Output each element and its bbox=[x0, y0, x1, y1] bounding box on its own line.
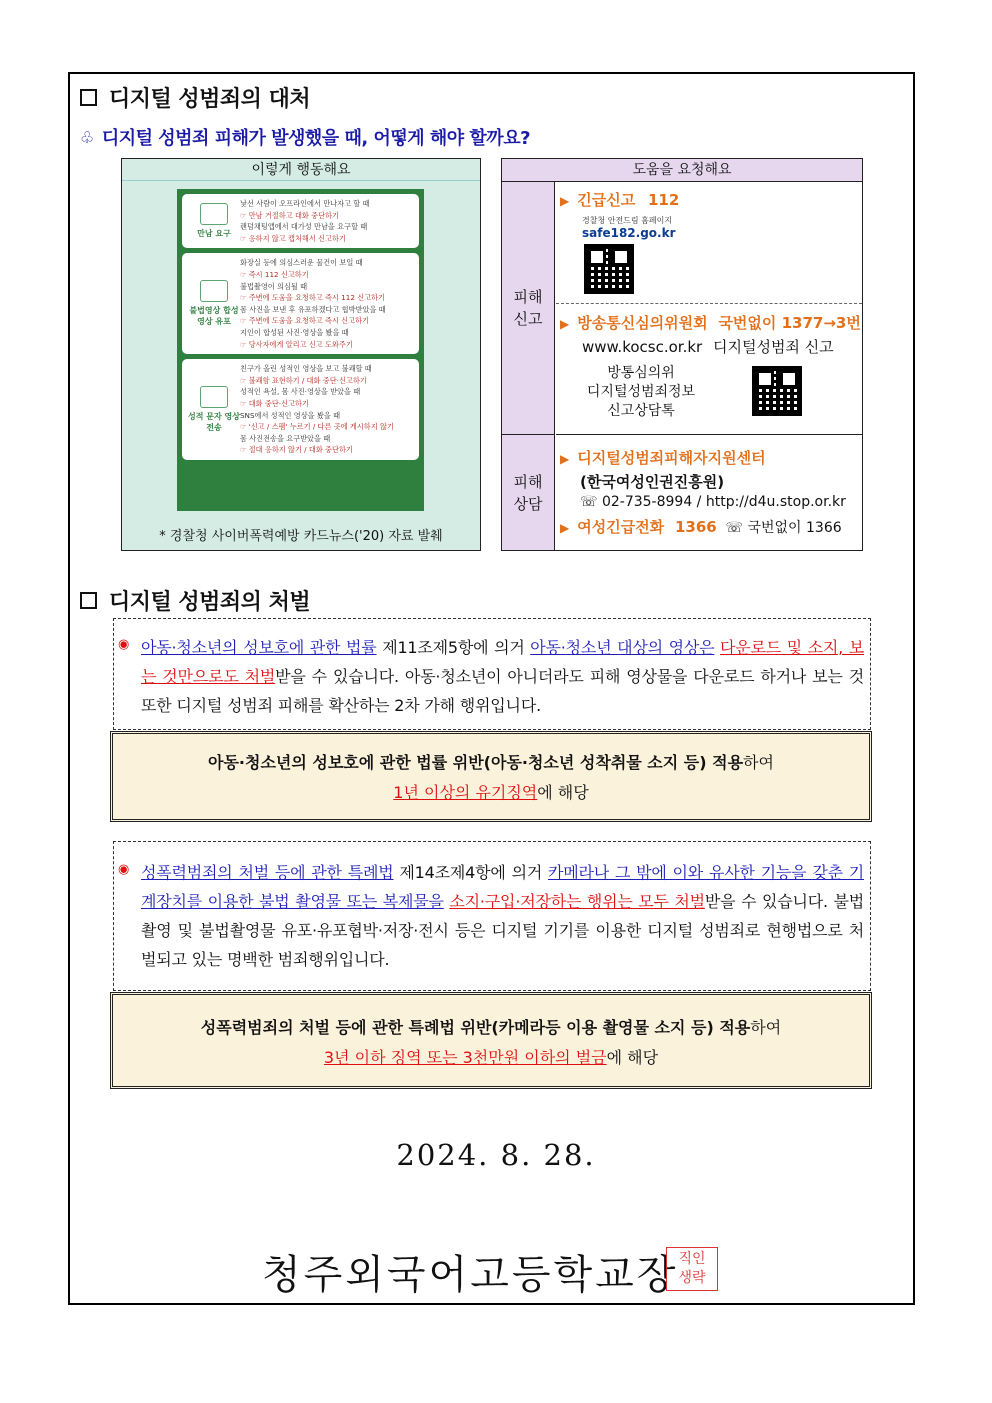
stamp-line: 직인 bbox=[678, 1251, 706, 1267]
law1-name: 아동·청소년의 성보호에 관한 법률 bbox=[141, 638, 377, 657]
law2-rest: 받을 수 있습니다. 불법촬영 및 불법촬영물 유포·유포협박·저장·전시 등은 디지털 기기를 이용한 디지털 성범죄로 현행법으로 처벌되고 있는 명백한 범죄행위입니다. bbox=[141, 892, 865, 969]
law2-summary-box bbox=[110, 992, 872, 1089]
guide-line-action: ☞ 주변에 도움을 요청하고 즉시 신고하기 bbox=[240, 316, 369, 326]
qr-code-icon bbox=[752, 366, 802, 416]
side-label-report bbox=[502, 182, 555, 435]
section-title-punishment bbox=[80, 585, 310, 616]
law2-penalty-rest: 에 해당 bbox=[606, 1048, 659, 1067]
guide-line: 화장실 등에 의심스러운 물건이 보일 때 bbox=[240, 258, 363, 268]
guide-line-action: ☞ 만남 거절하고 대화 중단하기 bbox=[240, 210, 339, 220]
emergency-label: 긴급신고 bbox=[577, 191, 636, 209]
kcsc-talk-line: 방통심의위 bbox=[607, 365, 675, 381]
guide-line-action: ☞ 대화 중단·신고하기 bbox=[240, 398, 309, 408]
guide-line: 랜덤채팅앱에서 대가성 만남을 요구할 때 bbox=[240, 222, 368, 232]
support-center-org: (한국여성인권진흥원) bbox=[580, 473, 725, 491]
law2-punish: 소지·구입·저장하는 행위는 모두 처벌 bbox=[449, 892, 705, 911]
guide-line: 낯선 사람이 오프라인에서 만나자고 할 때 bbox=[240, 199, 370, 208]
kcsc-number: 국번없이 1377→3번 bbox=[718, 314, 861, 332]
law1-rest: 받을 수 있습니다. 아동·청소년이 아니더라도 피해 영상물을 다운로드 하거나 보는 것 또한 디지털 성범죄 피해를 확산하는 2차 가해 행위입니다. bbox=[141, 667, 864, 715]
law2-summary-rest: 하여 bbox=[750, 1018, 782, 1037]
kcsc-label: 방송통신심의위원회 bbox=[577, 314, 708, 332]
law1-summary-box bbox=[110, 731, 872, 822]
triangle-bullet-icon: ▶ bbox=[560, 194, 570, 208]
subtitle-text: 디지털 성범죄 피해가 발생했을 때, 어떻게 해야 할까요? bbox=[101, 128, 531, 149]
help-request-table bbox=[501, 158, 863, 551]
law2-name: 성폭력범죄의 처벌 등에 관한 특례법 bbox=[141, 863, 394, 882]
side-label-line: 신고 bbox=[513, 310, 543, 328]
police-site-label: 경찰청 안전드림 홈페이지 bbox=[582, 216, 673, 225]
keyboard-icon bbox=[188, 280, 240, 327]
guide-card-illegal-video bbox=[182, 253, 419, 354]
support-center-contact: ☏ 02-735-8994 / http://d4u.stop.or.kr bbox=[580, 494, 846, 510]
stamp-line: 생략 bbox=[678, 1270, 706, 1286]
law1-paragraph bbox=[141, 633, 864, 720]
kcsc-talk-line: 디지털성범죄정보 bbox=[586, 384, 696, 400]
official-seal-stamp bbox=[666, 1247, 718, 1291]
clover-icon: ♧ bbox=[80, 127, 94, 147]
side-label-line: 상담 bbox=[513, 494, 543, 513]
women-hotline-label: 여성긴급전화 bbox=[577, 518, 665, 536]
kcsc-site-suffix: 디지털성범죄 신고 bbox=[712, 338, 834, 356]
card-news-image bbox=[177, 189, 424, 511]
guide-line-action: ☞ 절대 응하지 않기 / 대화 중단하기 bbox=[240, 445, 353, 455]
kcsc-report-cell bbox=[556, 304, 862, 435]
law1-article: 제11조제5항에 의거 bbox=[376, 638, 531, 657]
mobile-message-icon bbox=[188, 386, 240, 433]
guide-line: SNS에서 성적인 영상을 봤을 때 bbox=[240, 410, 341, 420]
law2-target: 카메라나 그 밖에 이와 유사한 기능을 갖춘 기계장치를 이용한 불법 촬영물 또는 복제물을 bbox=[141, 863, 865, 911]
triangle-bullet-icon: ▶ bbox=[560, 521, 570, 535]
guide-card-sexual-message bbox=[182, 359, 419, 460]
support-center-label: 디지털성범죄피해자지원센터 bbox=[577, 449, 766, 467]
action-guide-panel bbox=[121, 158, 481, 551]
bullet-target-icon: ◉ bbox=[118, 637, 130, 652]
law1-summary-bold: 아동·청소년의 성보호에 관한 법률 위반(아동·청소년 성착취물 소지 등) 적용 bbox=[208, 753, 744, 772]
side-label-counsel bbox=[502, 435, 555, 550]
law1-target: 아동·청소년 대상의 영상은 bbox=[530, 638, 715, 657]
law1-punish: 다운로드 및 소지, 보는 것만으로도 처벌 bbox=[141, 638, 864, 686]
guide-line-action: ☞ 즉시 112 신고하기 bbox=[240, 269, 309, 279]
law1-summary-rest: 하여 bbox=[743, 753, 774, 772]
kcsc-site-url[interactable]: www.kocsc.or.kr bbox=[582, 338, 703, 356]
women-hotline-number: 1366 bbox=[674, 518, 717, 536]
guide-line: 친구가 올린 성적인 영상을 보고 불쾌할 때 bbox=[240, 364, 372, 374]
guide-line: 성적인 욕설, 몸 사진·영상을 받았을 때 bbox=[240, 387, 361, 397]
kcsc-talk-line: 신고상담톡 bbox=[607, 403, 675, 419]
law1-penalty: 1년 이상의 유기징역 bbox=[393, 783, 538, 802]
emergency-number: 112 bbox=[647, 191, 680, 209]
counsel-cell bbox=[556, 435, 862, 550]
guide-line: 몸 사진전송을 요구받았을 때 bbox=[240, 433, 331, 443]
law2-paragraph bbox=[141, 858, 864, 974]
triangle-bullet-icon: ▶ bbox=[560, 317, 570, 331]
emergency-report-cell bbox=[556, 182, 862, 304]
side-label-line: 피해 bbox=[513, 288, 543, 306]
checkbox-square-icon bbox=[80, 89, 97, 106]
law2-paragraph-box bbox=[113, 841, 871, 991]
phone-meeting-icon bbox=[188, 203, 240, 239]
signature-school-principal: 청주외국어고등학교장 bbox=[262, 1252, 679, 1298]
checkbox-square-icon bbox=[80, 592, 97, 609]
triangle-bullet-icon: ▶ bbox=[560, 452, 570, 466]
source-note: * 경찰청 사이버폭력예방 카드뉴스('20) 자료 발췌 bbox=[159, 529, 443, 544]
law2-article: 제14조제4항에 의거 bbox=[393, 863, 548, 882]
section-subtitle bbox=[80, 124, 530, 150]
guide-card-label: 만남 요구 bbox=[197, 229, 231, 239]
guide-line-action: ☞ 당사자에게 알리고 신고 도와주기 bbox=[240, 339, 353, 349]
qr-code-icon bbox=[584, 244, 634, 294]
guide-line-action: ☞ 응하지 않고 캡처해서 신고하기 bbox=[240, 233, 346, 243]
section-title-text: 디지털 성범죄의 처벌 bbox=[109, 590, 311, 615]
law2-penalty: 3년 이하 징역 또는 3천만원 이하의 벌금 bbox=[323, 1048, 607, 1067]
section-title-text: 디지털 성범죄의 대처 bbox=[109, 87, 311, 112]
police-site-url[interactable]: safe182.go.kr bbox=[582, 226, 676, 240]
women-hotline-suffix: ☏ 국번없이 1366 bbox=[725, 520, 842, 536]
law2-summary-bold: 성폭력범죄의 처벌 등에 관한 특례법 위반(카메라등 이용 촬영물 소지 등) 적용 bbox=[200, 1018, 751, 1037]
help-table-header: 도움을 요청해요 bbox=[502, 159, 862, 182]
side-label-line: 피해 bbox=[513, 472, 543, 491]
bullet-target-icon: ◉ bbox=[118, 862, 130, 877]
guide-line: 불법촬영이 의심될 때 bbox=[240, 281, 308, 291]
document-date: 2024. 8. 28. bbox=[396, 1138, 596, 1172]
action-guide-header: 이렇게 행동해요 bbox=[122, 159, 480, 181]
guide-line-action: ☞ 주변에 도움을 요청하고 즉시 112 신고하기 bbox=[240, 293, 385, 303]
guide-line-action: ☞ '신고 / 스팸' 누르기 / 다른 곳에 게시하지 않기 bbox=[240, 422, 394, 432]
law1-paragraph-box bbox=[113, 618, 871, 730]
guide-line: 지인이 합성된 사진·영상을 봤을 때 bbox=[240, 327, 349, 337]
guide-line: 몸 사진을 보낸 후 유포하겠다고 협박받았을 때 bbox=[240, 304, 386, 314]
guide-card-label: 불법영상 합성영상 유포 bbox=[189, 306, 239, 327]
guide-card-label: 성적 문자 영상 전송 bbox=[188, 412, 240, 432]
guide-card-meeting bbox=[182, 194, 419, 248]
kcsc-talk-label bbox=[576, 364, 706, 421]
law1-penalty-rest: 에 해당 bbox=[537, 783, 589, 802]
section-title-response bbox=[80, 82, 310, 113]
guide-line-action: ☞ 불쾌함 표현하기 / 대화 중단·신고하기 bbox=[240, 375, 367, 385]
